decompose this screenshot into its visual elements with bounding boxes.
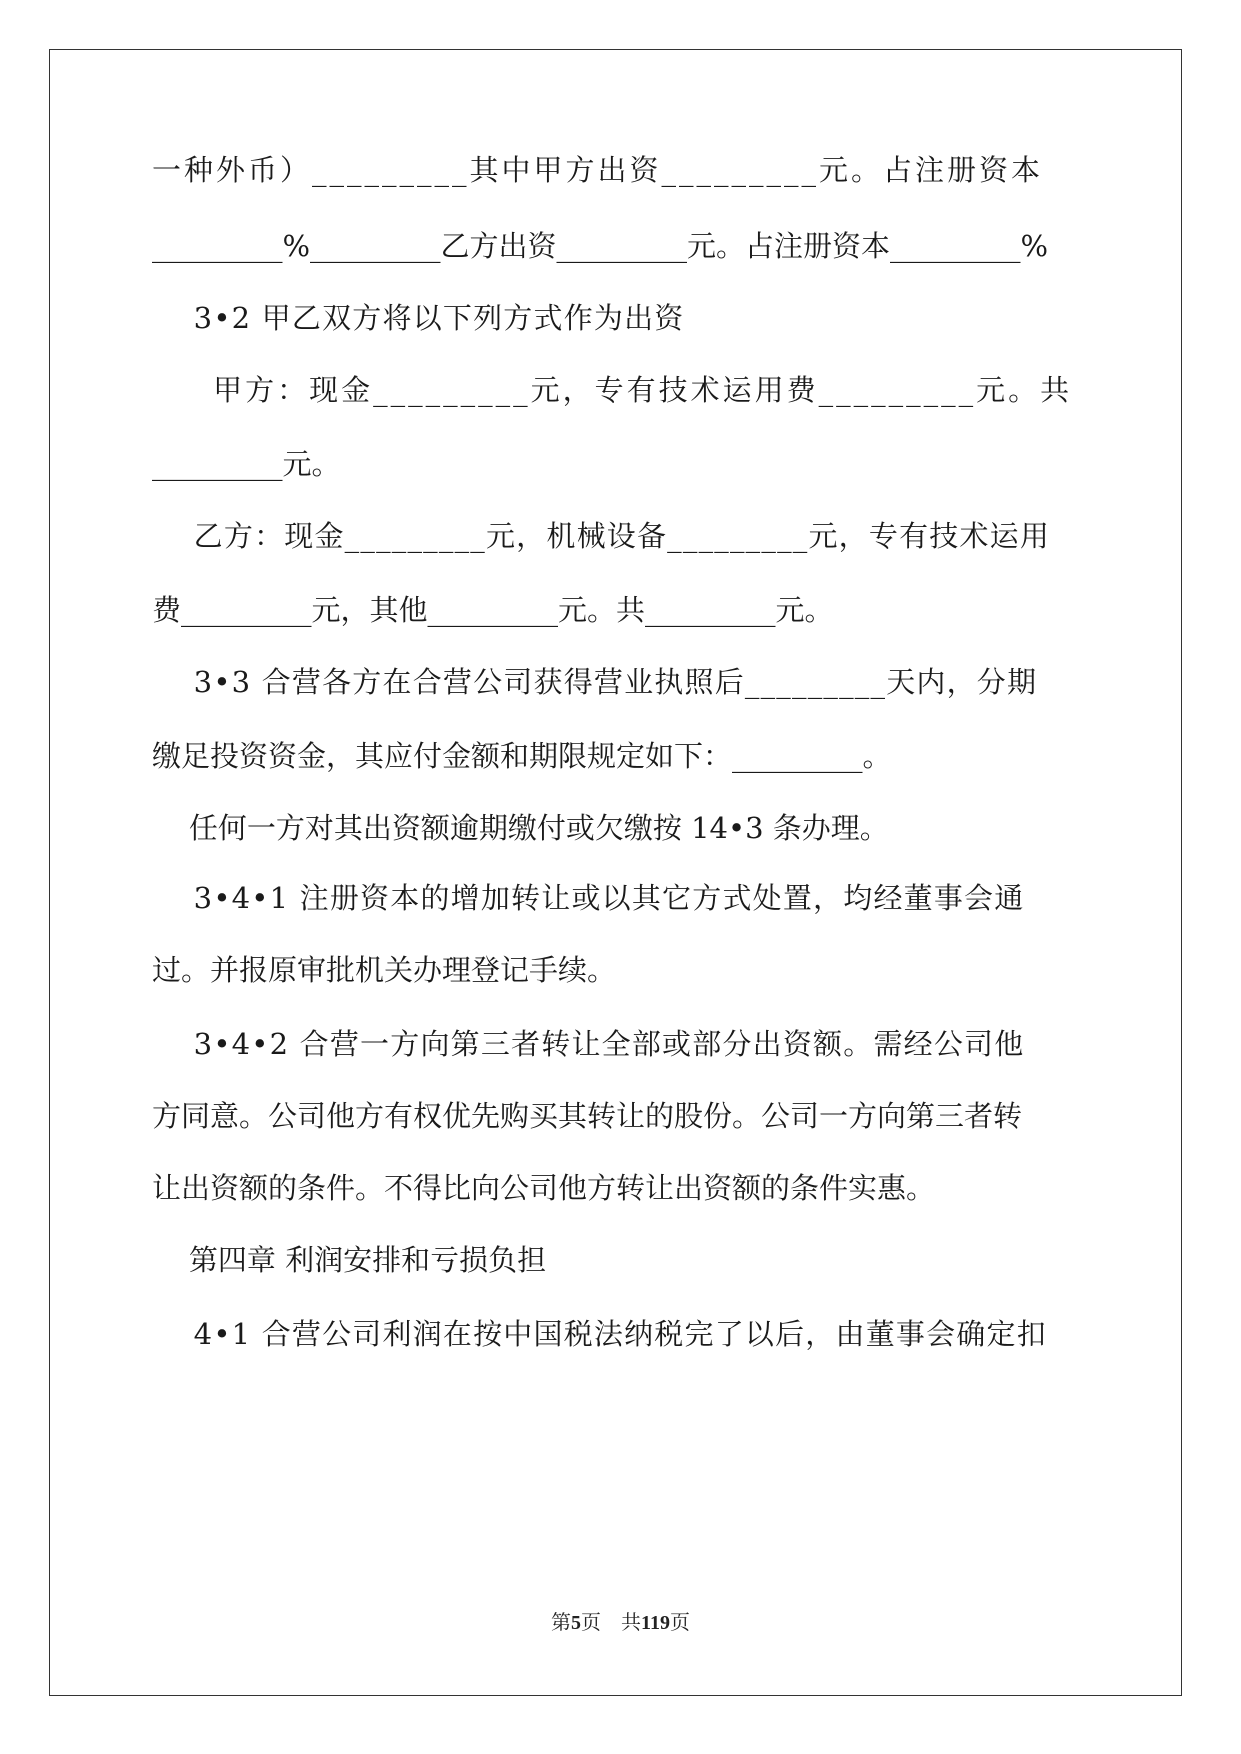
- footer-mid: 页 共: [581, 1610, 642, 1634]
- text-line-13: 3•4•2 合营一方向第三者转让全部或部分出资额。需经公司他: [152, 1027, 1025, 1061]
- page-footer: [0, 1608, 1241, 1637]
- text-line-3: 3•2 甲乙双方将以下列方式作为出资: [152, 301, 685, 335]
- text-line-6: 乙方：现金_________元，机械设备_________元，专有技术运用: [152, 519, 1051, 553]
- footer-prefix: 第: [551, 1610, 572, 1634]
- text-line-12: 过。并报原审批机关办理登记手续。: [152, 953, 617, 987]
- text-line-17: 4•1 合营公司利润在按中国税法纳税完了以后，由董事会确定扣: [152, 1317, 1047, 1351]
- page-border: [49, 49, 1182, 1696]
- text-line-4: 甲方：现金_________元，专有技术运用费_________元。共: [152, 373, 1073, 407]
- text-line-15: 让出资额的条件。不得比向公司他方转让出资额的条件实惠。: [152, 1171, 936, 1205]
- footer-total-pages: 119: [641, 1612, 670, 1634]
- text-line-5: _________元。: [152, 447, 341, 481]
- footer-suffix: 页: [669, 1610, 690, 1634]
- text-line-14: 方同意。公司他方有权优先购买其转让的股份。公司一方向第三者转: [152, 1099, 1023, 1133]
- text-line-10: 任何一方对其出资额逾期缴付或欠缴按 14•3 条办理。: [152, 811, 889, 845]
- text-line-1: 一种外币）_________其中甲方出资_________元。占注册资本: [152, 153, 1044, 187]
- text-line-2: _________%_________乙方出资_________元。占注册资本_________%: [152, 229, 1049, 263]
- chapter-heading: 第四章 利润安排和亏损负担: [152, 1243, 547, 1277]
- text-line-11: 3•4•1 注册资本的增加转让或以其它方式处置，均经董事会通: [152, 881, 1025, 915]
- text-line-7: 费_________元，其他_________元。共_________元。: [152, 593, 834, 627]
- footer-page-number: 5: [571, 1612, 582, 1634]
- text-line-9: 缴足投资资金，其应付金额和期限规定如下：_________。: [152, 739, 892, 773]
- text-line-8: 3•3 合营各方在合营公司获得营业执照后_________天内，分期: [152, 665, 1038, 699]
